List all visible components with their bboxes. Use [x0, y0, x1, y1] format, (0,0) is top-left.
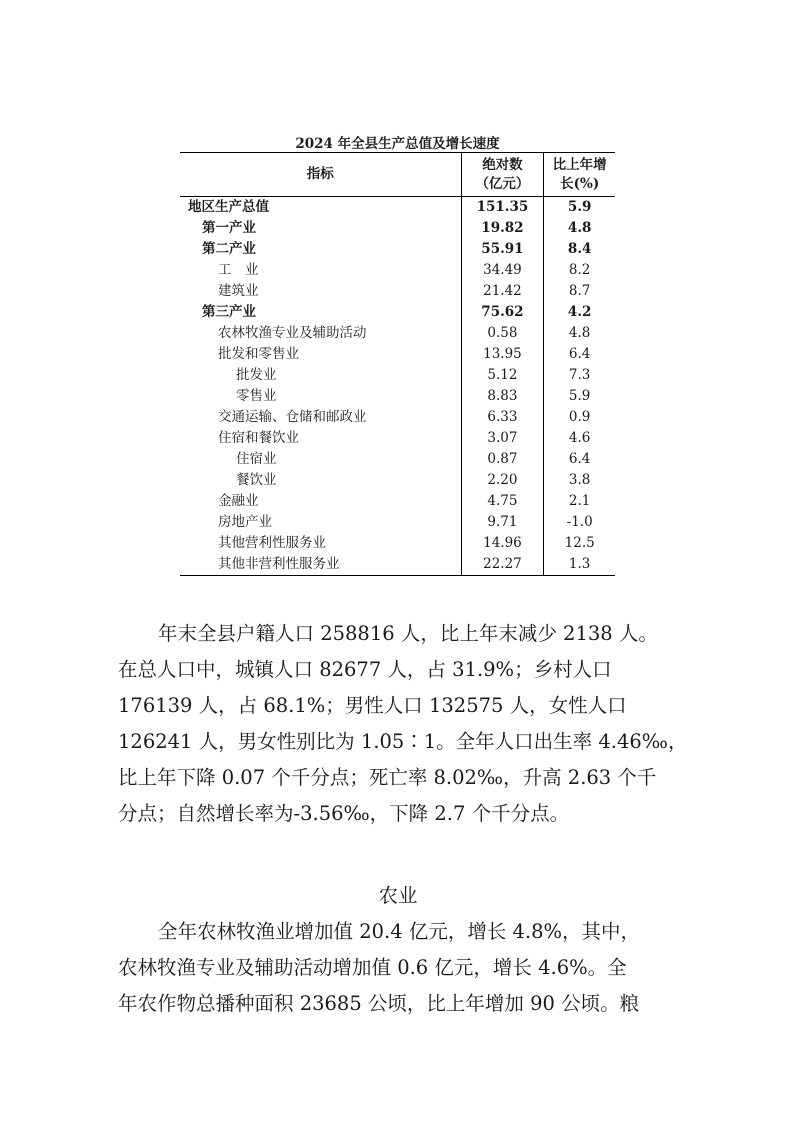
row-growth: 5.9: [568, 388, 591, 404]
row-name: 地区生产总值: [188, 199, 269, 215]
paragraph-line: 在总人口中，城镇人口 82677 人，占 31.9%；乡村人口: [118, 658, 612, 681]
table-row: [180, 386, 615, 407]
row-name: 第二产业: [202, 241, 256, 257]
row-value: 0.58: [461, 323, 544, 344]
row-name: 第三产业: [202, 304, 256, 320]
row-name: 其他营利性服务业: [218, 535, 326, 551]
row-name: 第一产业: [202, 220, 256, 236]
row-value: 2.20: [461, 470, 544, 491]
row-value: 9.71: [461, 512, 544, 533]
table-row: [180, 554, 615, 576]
row-value: 55.91: [461, 239, 544, 260]
row-growth: 4.8: [568, 325, 591, 341]
table-row: [180, 239, 615, 260]
table-row: [180, 281, 615, 302]
table-row: [180, 491, 615, 512]
table-row: [180, 218, 615, 239]
row-value: 0.87: [461, 449, 544, 470]
row-name: 工 业: [218, 262, 259, 278]
row-growth: -1.0: [566, 514, 593, 530]
row-value: 8.83: [461, 386, 544, 407]
header-value: 绝对数 （亿元）: [461, 153, 544, 197]
row-growth: 5.9: [567, 199, 592, 215]
row-growth: 8.2: [568, 262, 591, 278]
table-row: [180, 323, 615, 344]
row-value: 14.96: [461, 533, 544, 554]
table-row: [180, 428, 615, 449]
paragraph-line: 126241 人，男女性别比为 1.05∶1。全年人口出生率 4.46‰，: [118, 730, 688, 753]
table-row: [180, 302, 615, 323]
row-name: 批发和零售业: [218, 346, 299, 362]
table-row: [180, 197, 615, 219]
row-name: 农林牧渔专业及辅助活动: [218, 325, 367, 341]
population-paragraph: [118, 616, 688, 832]
table-row: [180, 533, 615, 554]
section-heading-agriculture: 农业: [378, 884, 418, 907]
row-value: 19.82: [461, 218, 544, 239]
row-value: 34.49: [461, 260, 544, 281]
row-value: 4.75: [461, 491, 544, 512]
row-growth: 12.5: [564, 535, 595, 551]
table-row: [180, 344, 615, 365]
header-growth: 比上年增 长(%): [544, 153, 615, 197]
row-name: 零售业: [236, 388, 277, 404]
paragraph-line: 分点；自然增长率为-3.56‰，下降 2.7 个千分点。: [118, 802, 570, 825]
row-growth: 4.2: [567, 304, 592, 320]
row-growth: 0.9: [568, 409, 591, 425]
row-growth: 6.4: [568, 451, 591, 467]
row-name: 批发业: [236, 367, 277, 383]
row-value: 5.12: [461, 365, 544, 386]
row-growth: 3.8: [568, 472, 591, 488]
table-row: [180, 260, 615, 281]
row-name: 其他非营利性服务业: [180, 554, 461, 576]
table-row: [180, 512, 615, 533]
row-growth: 4.6: [568, 430, 591, 446]
paragraph-line: 年农作物总播种面积 23685 公顷，比上年增加 90 公顷。粮: [118, 992, 640, 1015]
paragraph-line: 176139 人，占 68.1%；男性人口 132575 人，女性人口: [118, 694, 627, 717]
paragraph-line: 农林牧渔专业及辅助活动增加值 0.6 亿元，增长 4.6%。全: [118, 956, 627, 979]
paragraph-line: 年末全县户籍人口 258816 人，比上年末减少 2138 人。: [158, 622, 658, 645]
row-value: 22.27: [461, 554, 544, 576]
table-row: [180, 407, 615, 428]
agriculture-paragraph: [118, 914, 678, 1022]
row-value: 13.95: [461, 344, 544, 365]
row-growth: 6.4: [568, 346, 591, 362]
row-growth: 7.3: [568, 367, 591, 383]
table-row: [180, 365, 615, 386]
row-name: 餐饮业: [236, 472, 277, 488]
paragraph-line: 全年农林牧渔业增加值 20.4 亿元，增长 4.8%，其中，: [158, 920, 641, 943]
row-name: 房地产业: [218, 514, 272, 530]
row-name: 住宿和餐饮业: [218, 430, 299, 446]
gdp-table: [180, 152, 615, 576]
row-name: 金融业: [218, 493, 259, 509]
row-value: 75.62: [461, 302, 544, 323]
row-value: 151.35: [461, 197, 544, 219]
row-growth: 8.4: [567, 241, 592, 257]
table-row: [180, 470, 615, 491]
paragraph-line: 比上年下降 0.07 个千分点；死亡率 8.02‰，升高 2.63 个千: [118, 766, 657, 789]
row-name: 交通运输、仓储和邮政业: [218, 409, 367, 425]
row-name: 住宿业: [236, 451, 277, 467]
row-growth: 2.1: [568, 493, 591, 509]
table-title: 2024 年全县生产总值及增长速度: [295, 136, 500, 152]
row-value: 3.07: [461, 428, 544, 449]
row-value: 21.42: [461, 281, 544, 302]
row-value: 6.33: [461, 407, 544, 428]
row-growth: 1.3: [544, 554, 615, 576]
table-row: [180, 449, 615, 470]
row-growth: 4.8: [567, 220, 592, 236]
header-indicator: 指标: [180, 153, 461, 197]
row-growth: 8.7: [568, 283, 591, 299]
row-name: 建筑业: [218, 283, 259, 299]
table-header-row: [180, 153, 615, 197]
